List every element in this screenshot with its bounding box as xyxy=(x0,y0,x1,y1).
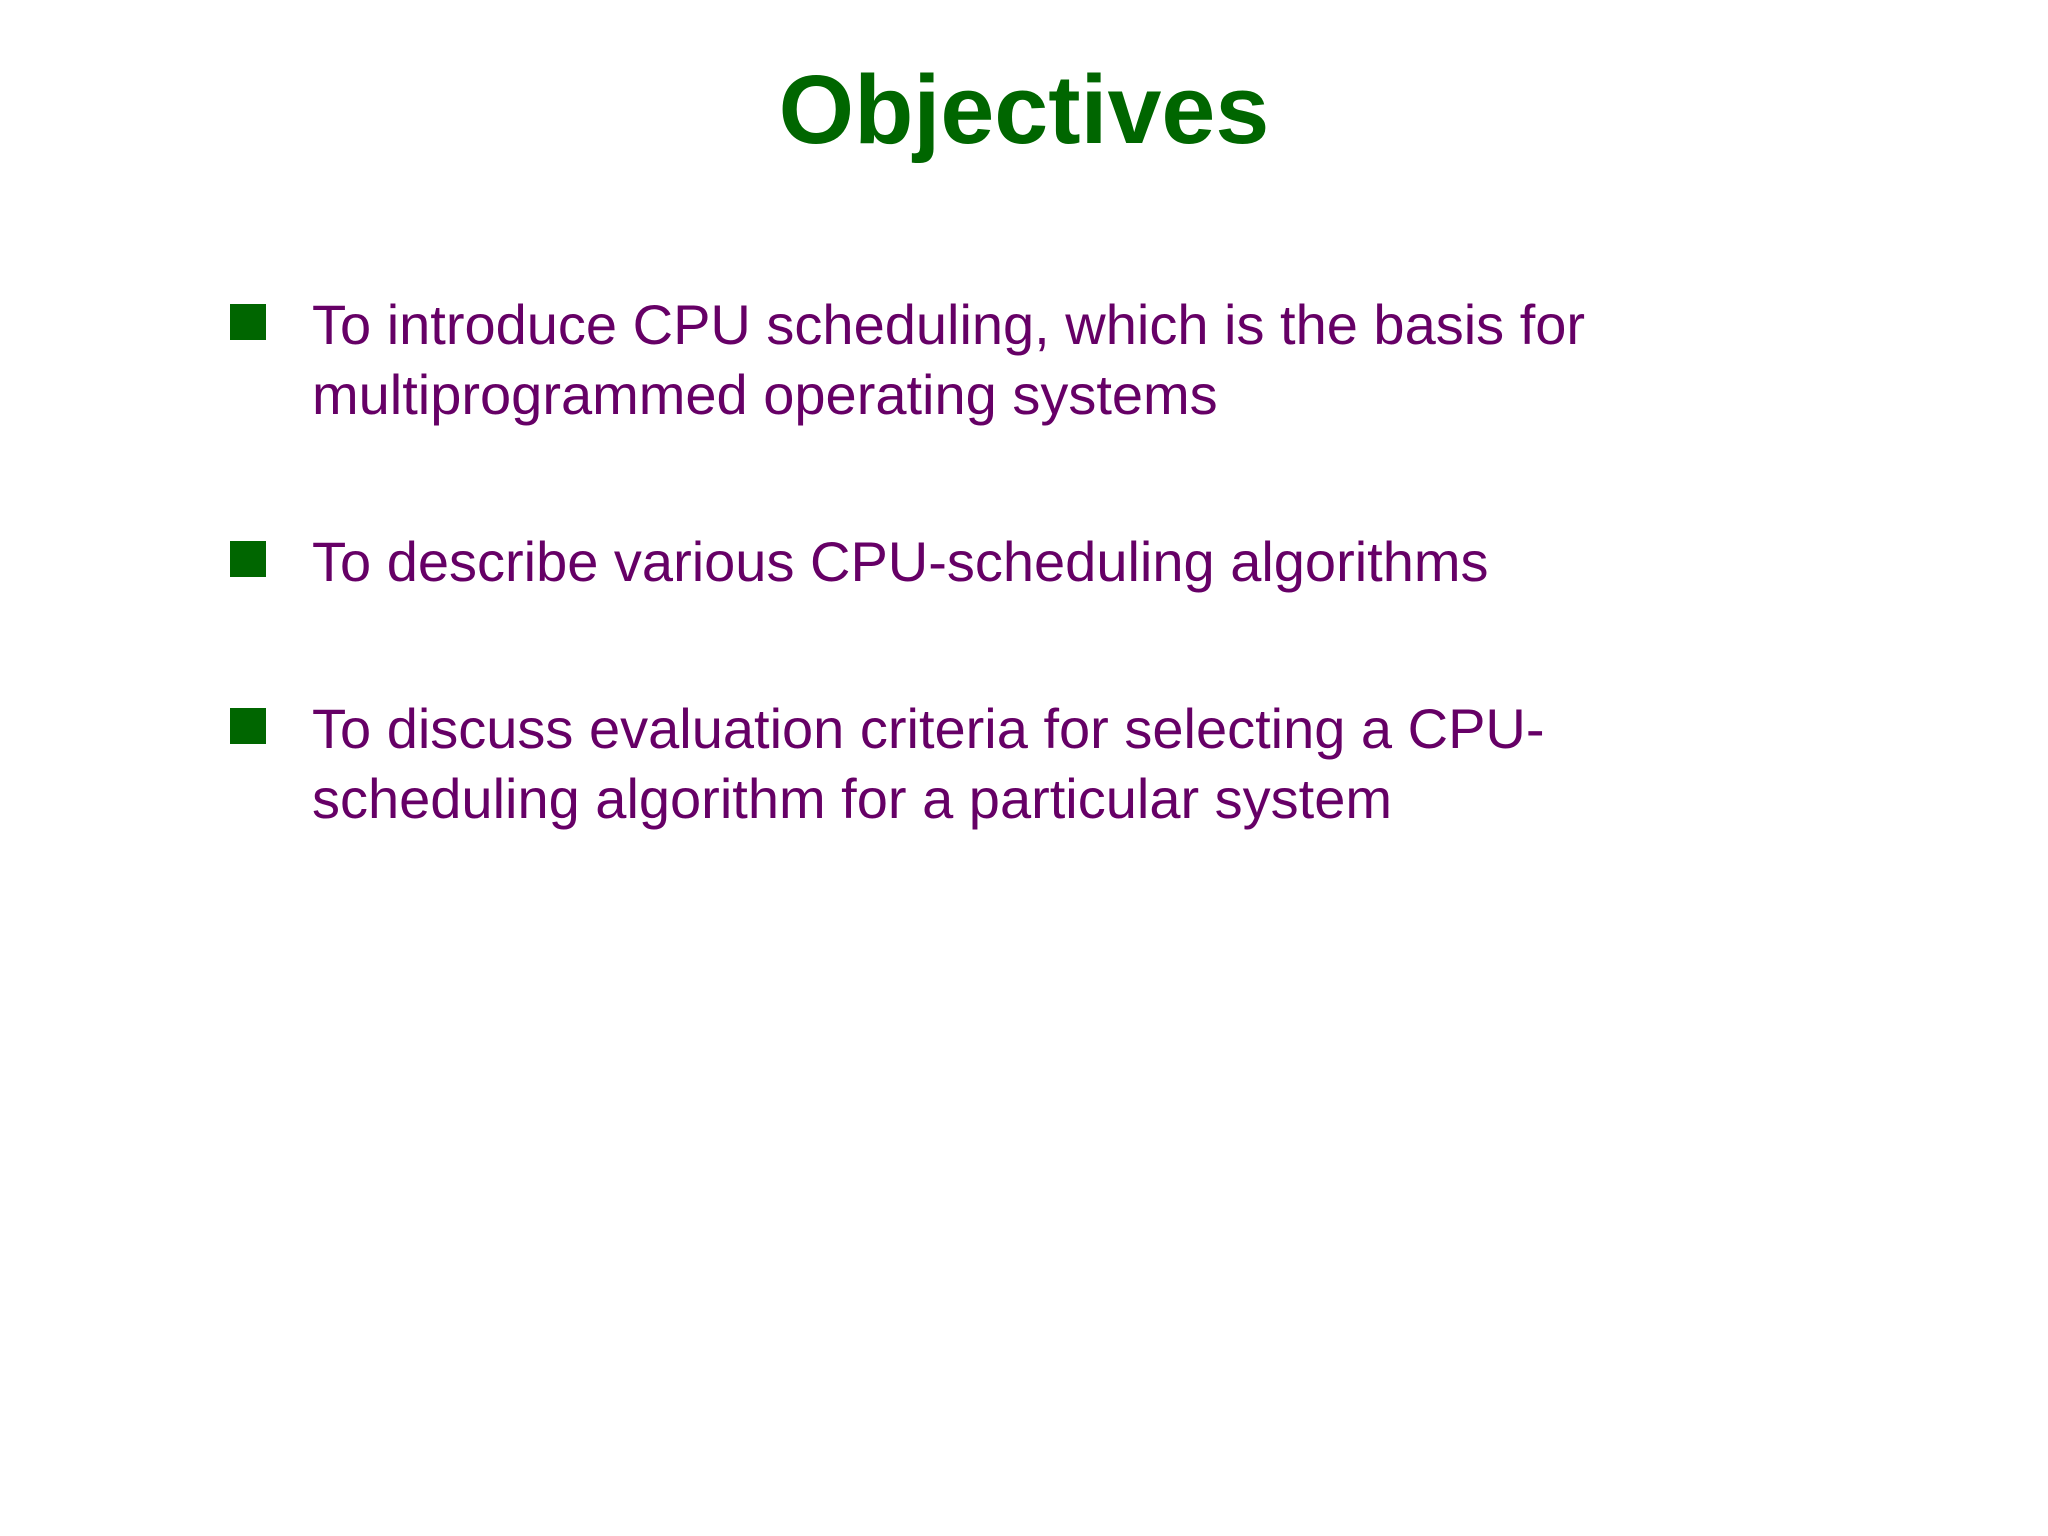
bullet-text-line: To describe various CPU-scheduling algorithms xyxy=(312,530,1489,593)
square-bullet-icon xyxy=(230,541,266,577)
bullet-item xyxy=(230,527,1680,597)
bullet-item xyxy=(230,694,1680,834)
square-bullet-icon xyxy=(230,304,266,340)
slide-title: Objectives xyxy=(778,55,1270,164)
bullet-item xyxy=(230,290,1680,430)
bullet-text-line: To introduce CPU scheduling, which is the basis for xyxy=(312,293,1586,356)
bullet-text-line: To discuss evaluation criteria for selecting a CPU- xyxy=(312,697,1545,760)
bullet-text-line: multiprogrammed operating systems xyxy=(312,363,1218,426)
bullet-list xyxy=(230,290,1680,834)
square-bullet-icon xyxy=(230,708,266,744)
bullet-text-line: scheduling algorithm for a particular system xyxy=(312,767,1393,830)
